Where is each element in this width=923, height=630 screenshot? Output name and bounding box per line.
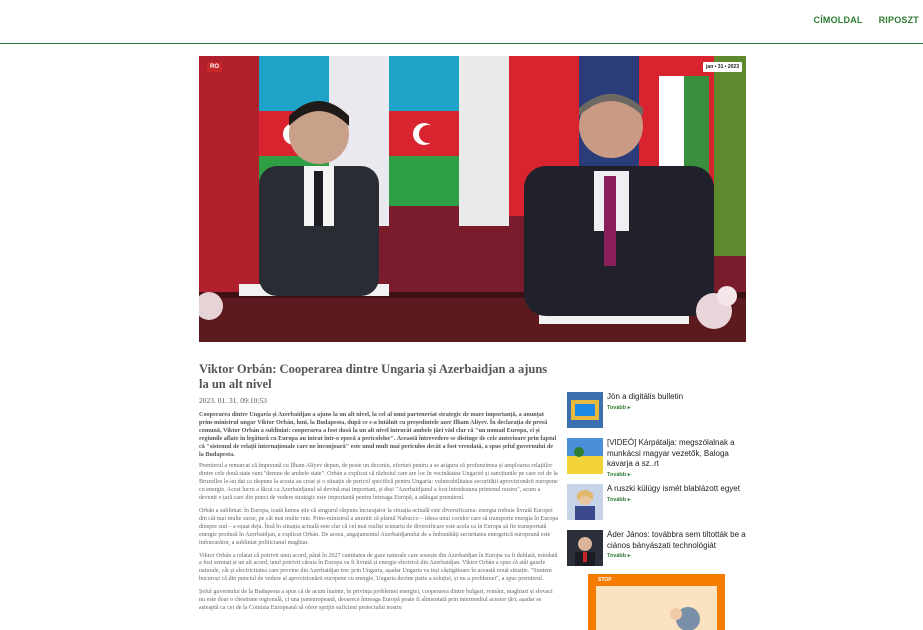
ad-label: STOP: [598, 577, 612, 583]
article-paragraph: Premierul a remarcat că împreună cu Ilham Aliyev depun, de peste un deceniu, eforturi pentru a se asigura că profunzimea și amploarea relațiilor dintre cele două state sunt "demne de ambele state". Orbán a explicat că războiul care are loc în vecinătatea Ungariei și sancțiunile pe care cei de la Bruxelles le-au dat ca răspuns la acesta au creat și o situație de pericol specifică pentru Ungaria: vulnerabilitatea securității aprovizionării europene cu energie. Acest lucru a făcut ca Azerbaidjanul să devină mai important, și deși "Azerbaidjanul a fost întotdeauna prietenul nostru", acum a devenit o țară care din punct de vedere strategic este importantă pentru întreaga Europă, a adăugat premierul.: [199, 463, 558, 502]
article-datetime: 2023. 01. 31. 09:10:53: [199, 396, 267, 405]
article-title: Viktor Orbán: Cooperarea dintre Ungaria și Azerbaidjan a ajuns la un alt nivel: [199, 362, 548, 391]
article-paragraph: Șeful guvernului de la Budapesta a spus că de acum înainte, în privința problemei energiei, cooperarea dintre bulgari, români, maghiari și slovaci nu este doar o chestiune regională, ci una paneuropeană, deoarece întreaga Europă poate fi alimentată prin intermediul acestor țări, așadar se așteaptă ca cei de la Comisia Europeană să ofere sprijin suficient proiectului nostru: [199, 589, 553, 611]
related-item[interactable]: [567, 438, 747, 478]
nav-reporter-link[interactable]: RIPOSZT: [878, 15, 919, 25]
article: [199, 362, 559, 613]
related-title[interactable]: A ruszki külügy ismét blablázott egyet: [607, 484, 740, 493]
arrow-right-icon: ▸: [627, 471, 631, 478]
related-news-sidebar: [567, 392, 747, 576]
top-bar: [0, 0, 923, 44]
article-lead: Cooperarea dintre Ungaria și Azerbaidjan a ajuns la un alt nivel, la cel al unui parteneriat strategic de mare importanță, a anunțat prim-ministrul ungar Viktor Orbán, luni, la Budapesta, după ce s-a întâlnit cu președintele azer Ilham Aliyev. În declarația de presă comună, Viktor Orbán a subliniat: cooperarea a fost dusă la un alt nivel întrucât ambele țări văd clar că "un nomad Europa, ci și regiunile aflate în legătură cu Europa au intrat într-o epocă a pericolelor". Această întrevedere se distinge de cele anterioare prin faptul că "sistemul de relații internaționale care ne înconjoară" este unul mult mai periculos decât a fost vreodată, a spus șeful guvernului de la Budapesta.: [199, 411, 557, 458]
arrow-right-icon: ▸: [627, 553, 631, 559]
article-paragraph: Orbán a subliniat: în Europa, toată lumea știe că singurul răspuns încurajator la situația actuală este diversificarea: energia trebuie livrată Europei din cât mai multe surse, pe cât mai multe rute. Prim-ministrul a amintit că planul Nabucco – ideea unui coridor care să transporte energia în Europa dinspre sud – a eșuat deja. Însă în situația actuală este clar că cel mai realist scenariu de diversificare este acela ca în Europa să fie transportată energie produsă în Azerbaidjan, a explicat Orbán. De aceea, angajamentul Azerbaidjanului de a îmbunătăți securitatea energetică europeană este imbucurător, a subliniat politicianul maghiar.: [199, 507, 559, 546]
nav-home-link[interactable]: CÍMOLDAL: [813, 15, 863, 25]
read-more-link[interactable]: Tovább ▸: [607, 404, 631, 411]
related-thumbnail[interactable]: [567, 530, 603, 566]
read-more-link[interactable]: Tovább ▸: [607, 496, 631, 503]
main-nav: [814, 15, 920, 25]
ad-banner[interactable]: [588, 574, 725, 630]
arrow-right-icon: ▸: [627, 404, 631, 411]
related-thumbnail[interactable]: [567, 484, 603, 520]
hero-image: [199, 56, 746, 342]
hero-illustration: [199, 56, 746, 342]
related-title[interactable]: Áder János: továbbra sem tiltották be a ciános bányászati technológiát: [607, 530, 746, 550]
language-badge: RO: [207, 62, 222, 72]
related-item[interactable]: [567, 484, 747, 520]
related-item[interactable]: [567, 530, 747, 566]
related-title[interactable]: [VIDEÓ] Kárpátalja: megszólalnak a munkácsi magyar vezetők, Baloga kavarja a sz..rt: [607, 438, 735, 468]
related-title[interactable]: Jön a digitális bulletin: [607, 392, 684, 401]
article-paragraph: Viktor Orbán a relatat că potrivit unui acord, până în 2027 cantitatea de gaze naturale care sosește din Azerbaidjan în Europa va fi dublată, totodată a fost semnat și un alt acord, unul potrivit căruia în Europa va fi livrată și energie electrică din Azerbaidjan. Viktor Orbán a spus că atât gazele naturale, cât și electricitatea care provine din Azerbaidjan trec prin Ungaria, așadar Ungaria va ieși câștigătoare în această nouă situație. "Suntem bucuroși că din punctul de vedere al aprovizionării europene cu energie, Ungaria devine parte a soluției, și nu a problemei", a spus premierul.: [199, 552, 558, 583]
related-item[interactable]: [567, 392, 747, 428]
related-thumbnail[interactable]: [567, 438, 603, 474]
arrow-right-icon: ▸: [627, 496, 631, 503]
related-thumbnail[interactable]: [567, 392, 603, 428]
date-badge: jan • 31 • 2023: [703, 62, 742, 72]
read-more-link[interactable]: Tovább ▸: [607, 553, 631, 559]
read-more-link[interactable]: Tovább ▸: [607, 471, 631, 478]
ad-illustration: [588, 574, 725, 630]
